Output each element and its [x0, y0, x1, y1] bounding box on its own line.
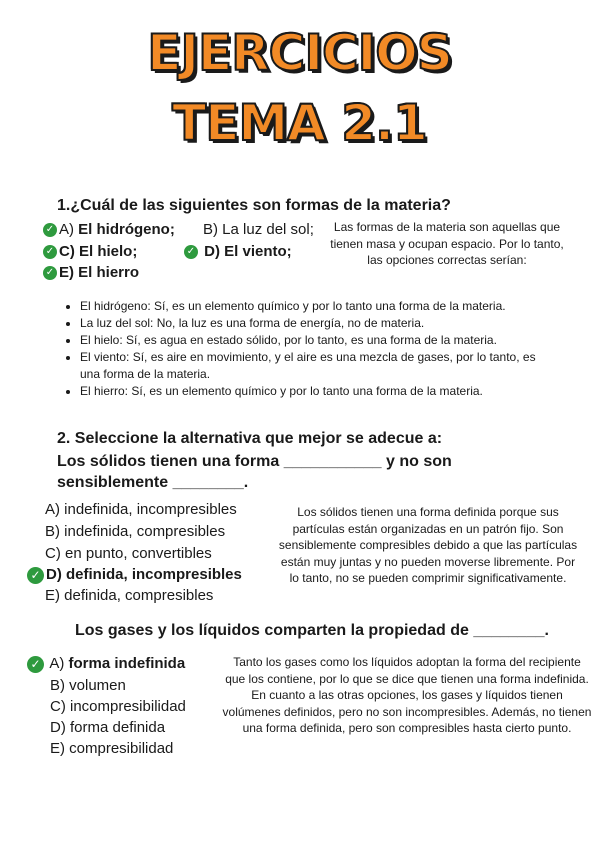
- check-circle-icon: ✓: [27, 567, 44, 584]
- check-circle-icon: ✓: [184, 245, 198, 259]
- q1-option-b[interactable]: B) La luz del sol;: [203, 221, 314, 238]
- q3-option-b[interactable]: B) volumen: [50, 677, 126, 694]
- q2-question-line2: Los sólidos tienen una forma ___________ y no son sensiblemente ________.: [57, 453, 452, 491]
- q3-option-d[interactable]: D) forma definida: [50, 719, 166, 736]
- check-circle-icon: ✓: [43, 223, 57, 237]
- q1-question: 1.¿Cuál de las siguientes son formas de la materia?: [57, 197, 451, 214]
- q1-bullet-list: [62, 298, 550, 400]
- list-item: • El viento: Sí, es aire en movimiento, y el aire es una mezcla de gases, por lo tanto, es una forma de la materia.: [80, 349, 550, 383]
- q3-option-c[interactable]: C) incompresibilidad: [50, 698, 186, 715]
- list-item: • El hierro: Sí, es un elemento químico y por lo tanto una forma de la materia.: [80, 383, 550, 400]
- q2-option-e[interactable]: E) definida, compresibles: [45, 587, 214, 604]
- list-item: • La luz del sol: No, la luz es una forma de energía, no de materia.: [80, 315, 550, 332]
- q3-explanation: Tanto los gases como los líquidos adoptan la forma del recipiente que los contiene, por lo que se dice que tienen una forma indefinida. En cuanto a las otras opciones, los gases y líquidos tienen volúmenes definidos, pero no son incompresibles. Además, no tienen una forma definida, pero son compresibles hasta cierto punto.: [222, 655, 592, 735]
- page-title-line2: TEMA 2.1: [172, 94, 427, 152]
- list-item: • El hidrógeno: Sí, es un elemento químico y por lo tanto una forma de la materia.: [80, 298, 550, 315]
- q1-option-e[interactable]: ✓ E) El hierro: [43, 264, 139, 281]
- check-circle-icon: ✓: [43, 245, 57, 259]
- q1-option-a[interactable]: ✓ A) El hidrógeno;: [43, 221, 175, 238]
- page-title-line1: EJERCICIOS: [147, 24, 452, 82]
- q2-question-line1: 2. Seleccione la alternativa que mejor se adecue a:: [57, 430, 443, 447]
- check-circle-icon: ✓: [43, 266, 57, 280]
- check-circle-icon: ✓: [27, 656, 44, 673]
- q3-option-a[interactable]: ✓ A) forma indefinida: [27, 655, 185, 673]
- q3-option-e[interactable]: E) compresibilidad: [50, 740, 174, 757]
- list-item: • El hielo: Sí, es agua en estado sólido, por lo tanto, es una forma de la materia.: [80, 332, 550, 349]
- q1-explanation: Las formas de la materia son aquellas que tienen masa y ocupan espacio. Por lo tanto, las opciones correctas serían:: [330, 220, 564, 267]
- q2-option-c[interactable]: C) en punto, convertibles: [45, 545, 212, 562]
- q1-option-c[interactable]: ✓ C) El hielo;: [43, 243, 137, 260]
- q3-question: Los gases y los líquidos comparten la propiedad de ________.: [75, 622, 549, 639]
- q2-option-a[interactable]: A) indefinida, incompresibles: [45, 501, 237, 518]
- q2-option-b[interactable]: B) indefinida, compresibles: [45, 523, 226, 540]
- q2-option-d[interactable]: ✓ D) definida, incompresibles: [27, 566, 242, 584]
- q1-option-d[interactable]: ✓ D) El viento;: [184, 243, 292, 260]
- q2-explanation: Los sólidos tienen una forma definida porque sus partículas están organizadas en un patrón fijo. Son sensiblemente compresibles debido a que las partículas están muy juntas y no pueden moverse libremente. Por lo tanto, no se pueden comprimir significativamente.: [278, 505, 578, 585]
